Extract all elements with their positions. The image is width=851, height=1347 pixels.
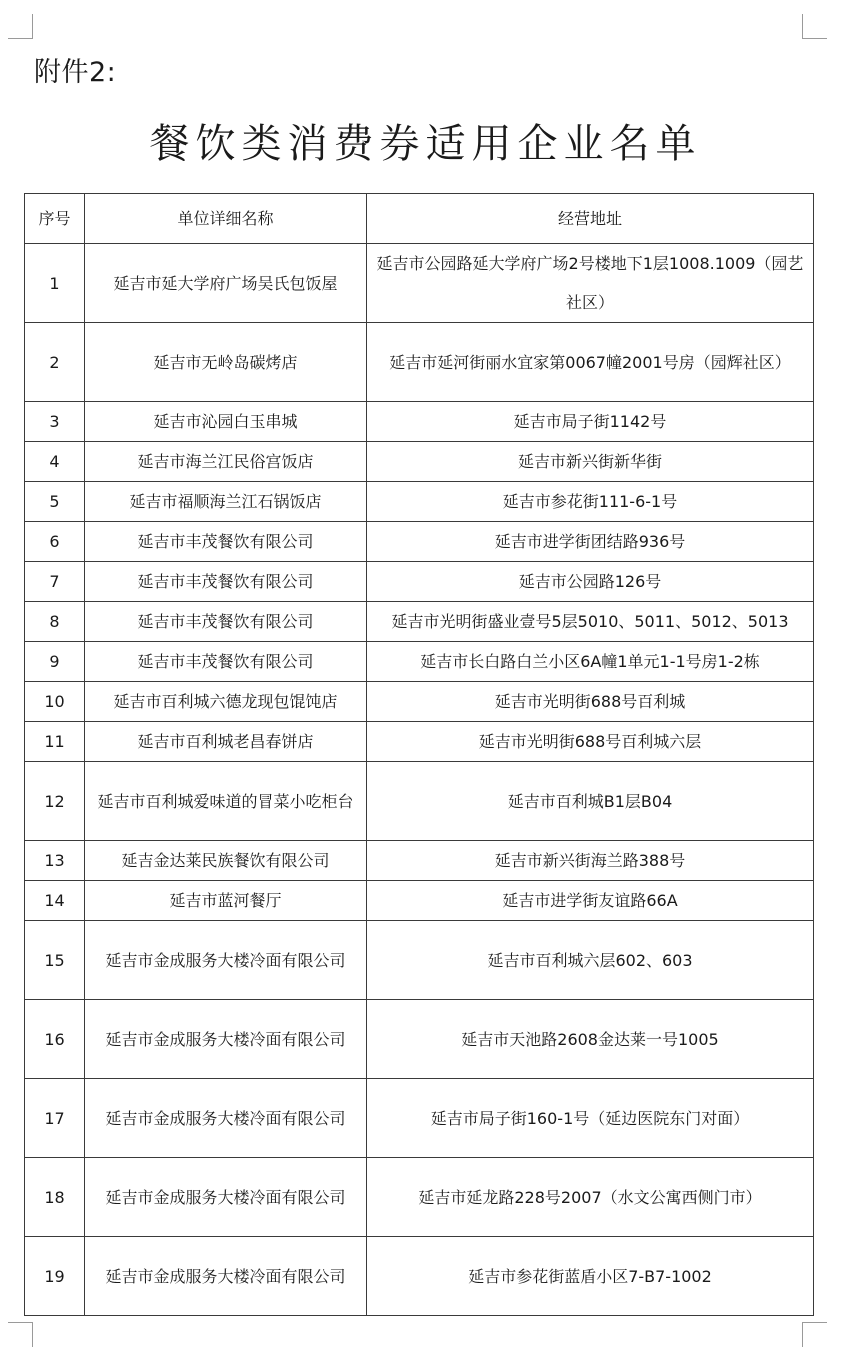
row-index: 10: [25, 682, 85, 722]
attachment-label: 附件2:: [34, 57, 117, 88]
page-title: 餐饮类消费券适用企业名单: [149, 121, 702, 167]
table-row: [25, 323, 814, 402]
row-name: 延吉市沁园白玉串城: [85, 402, 367, 442]
table-row: [25, 562, 814, 602]
row-name: 延吉市百利城六德龙现包馄饨店: [85, 682, 367, 722]
row-name: 延吉市无岭岛碳烤店: [85, 323, 367, 402]
row-address: 延吉市延河街丽水宜家第0067幢2001号房（园辉社区）: [367, 323, 814, 402]
row-name: 延吉市福顺海兰江石锅饭店: [85, 482, 367, 522]
row-index: 6: [25, 522, 85, 562]
row-address: 延吉市光明街688号百利城: [367, 682, 814, 722]
table-row: [25, 841, 814, 881]
row-index: 5: [25, 482, 85, 522]
row-index: 11: [25, 722, 85, 762]
row-index: 19: [25, 1237, 85, 1316]
row-name: 延吉市金成服务大楼冷面有限公司: [85, 1237, 367, 1316]
table-row: [25, 402, 814, 442]
row-address: 延吉市进学街友谊路66A: [367, 881, 814, 921]
row-name: 延吉市金成服务大楼冷面有限公司: [85, 1079, 367, 1158]
row-address: 延吉市新兴街海兰路388号: [367, 841, 814, 881]
row-name: 延吉金达莱民族餐饮有限公司: [85, 841, 367, 881]
row-name: 延吉市丰茂餐饮有限公司: [85, 562, 367, 602]
header-index: 序号: [25, 194, 85, 244]
row-index: 18: [25, 1158, 85, 1237]
table-row: [25, 1000, 814, 1079]
row-address: 延吉市长白路白兰小区6A幢1单元1-1号房1-2栋: [367, 642, 814, 682]
row-address: 延吉市光明街688号百利城六层: [367, 722, 814, 762]
row-address: 延吉市参花街111-6-1号: [367, 482, 814, 522]
row-address: 延吉市公园路延大学府广场2号楼地下1层1008.1009（园艺社区）: [367, 244, 814, 323]
row-index: 1: [25, 244, 85, 323]
table-row: [25, 482, 814, 522]
row-address: 延吉市百利城B1层B04: [367, 762, 814, 841]
row-address: 延吉市光明街盛业壹号5层5010、5011、5012、5013: [367, 602, 814, 642]
header-name: 单位详细名称: [85, 194, 367, 244]
row-name: 延吉市蓝河餐厅: [85, 881, 367, 921]
enterprise-table: [24, 193, 814, 1316]
row-index: 2: [25, 323, 85, 402]
header-address: 经营地址: [367, 194, 814, 244]
row-index: 12: [25, 762, 85, 841]
table-row: [25, 921, 814, 1000]
table-row: [25, 762, 814, 841]
page-corner-mark: [802, 1322, 827, 1347]
row-name: 延吉市丰茂餐饮有限公司: [85, 642, 367, 682]
row-name: 延吉市金成服务大楼冷面有限公司: [85, 1158, 367, 1237]
row-address: 延吉市局子街1142号: [367, 402, 814, 442]
row-address: 延吉市天池路2608金达莱一号1005: [367, 1000, 814, 1079]
row-index: 4: [25, 442, 85, 482]
row-index: 7: [25, 562, 85, 602]
row-address: 延吉市延龙路228号2007（水文公寓西侧门市）: [367, 1158, 814, 1237]
table-row: [25, 682, 814, 722]
row-name: 延吉市百利城爱味道的冒菜小吃柜台: [85, 762, 367, 841]
row-index: 15: [25, 921, 85, 1000]
row-name: 延吉市海兰江民俗宫饭店: [85, 442, 367, 482]
row-index: 3: [25, 402, 85, 442]
table-row: [25, 522, 814, 562]
row-index: 14: [25, 881, 85, 921]
row-address: 延吉市参花街蓝盾小区7-B7-1002: [367, 1237, 814, 1316]
row-index: 16: [25, 1000, 85, 1079]
row-index: 13: [25, 841, 85, 881]
table-row: [25, 442, 814, 482]
page-corner-mark: [802, 14, 827, 39]
row-index: 9: [25, 642, 85, 682]
table-row: [25, 244, 814, 323]
row-address: 延吉市公园路126号: [367, 562, 814, 602]
table-row: [25, 1079, 814, 1158]
table-header-row: [25, 194, 814, 244]
row-name: 延吉市百利城老昌春饼店: [85, 722, 367, 762]
row-address: 延吉市进学街团结路936号: [367, 522, 814, 562]
table-row: [25, 1237, 814, 1316]
row-address: 延吉市百利城六层602、603: [367, 921, 814, 1000]
row-name: 延吉市金成服务大楼冷面有限公司: [85, 921, 367, 1000]
page-corner-mark: [8, 1322, 33, 1347]
table-row: [25, 881, 814, 921]
row-index: 17: [25, 1079, 85, 1158]
table-row: [25, 642, 814, 682]
table-row: [25, 602, 814, 642]
table-row: [25, 722, 814, 762]
table-row: [25, 1158, 814, 1237]
row-address: 延吉市局子街160-1号（延边医院东门对面）: [367, 1079, 814, 1158]
row-name: 延吉市金成服务大楼冷面有限公司: [85, 1000, 367, 1079]
row-name: 延吉市延大学府广场吴氏包饭屋: [85, 244, 367, 323]
row-index: 8: [25, 602, 85, 642]
row-address: 延吉市新兴街新华街: [367, 442, 814, 482]
row-name: 延吉市丰茂餐饮有限公司: [85, 602, 367, 642]
page-corner-mark: [8, 14, 33, 39]
row-name: 延吉市丰茂餐饮有限公司: [85, 522, 367, 562]
